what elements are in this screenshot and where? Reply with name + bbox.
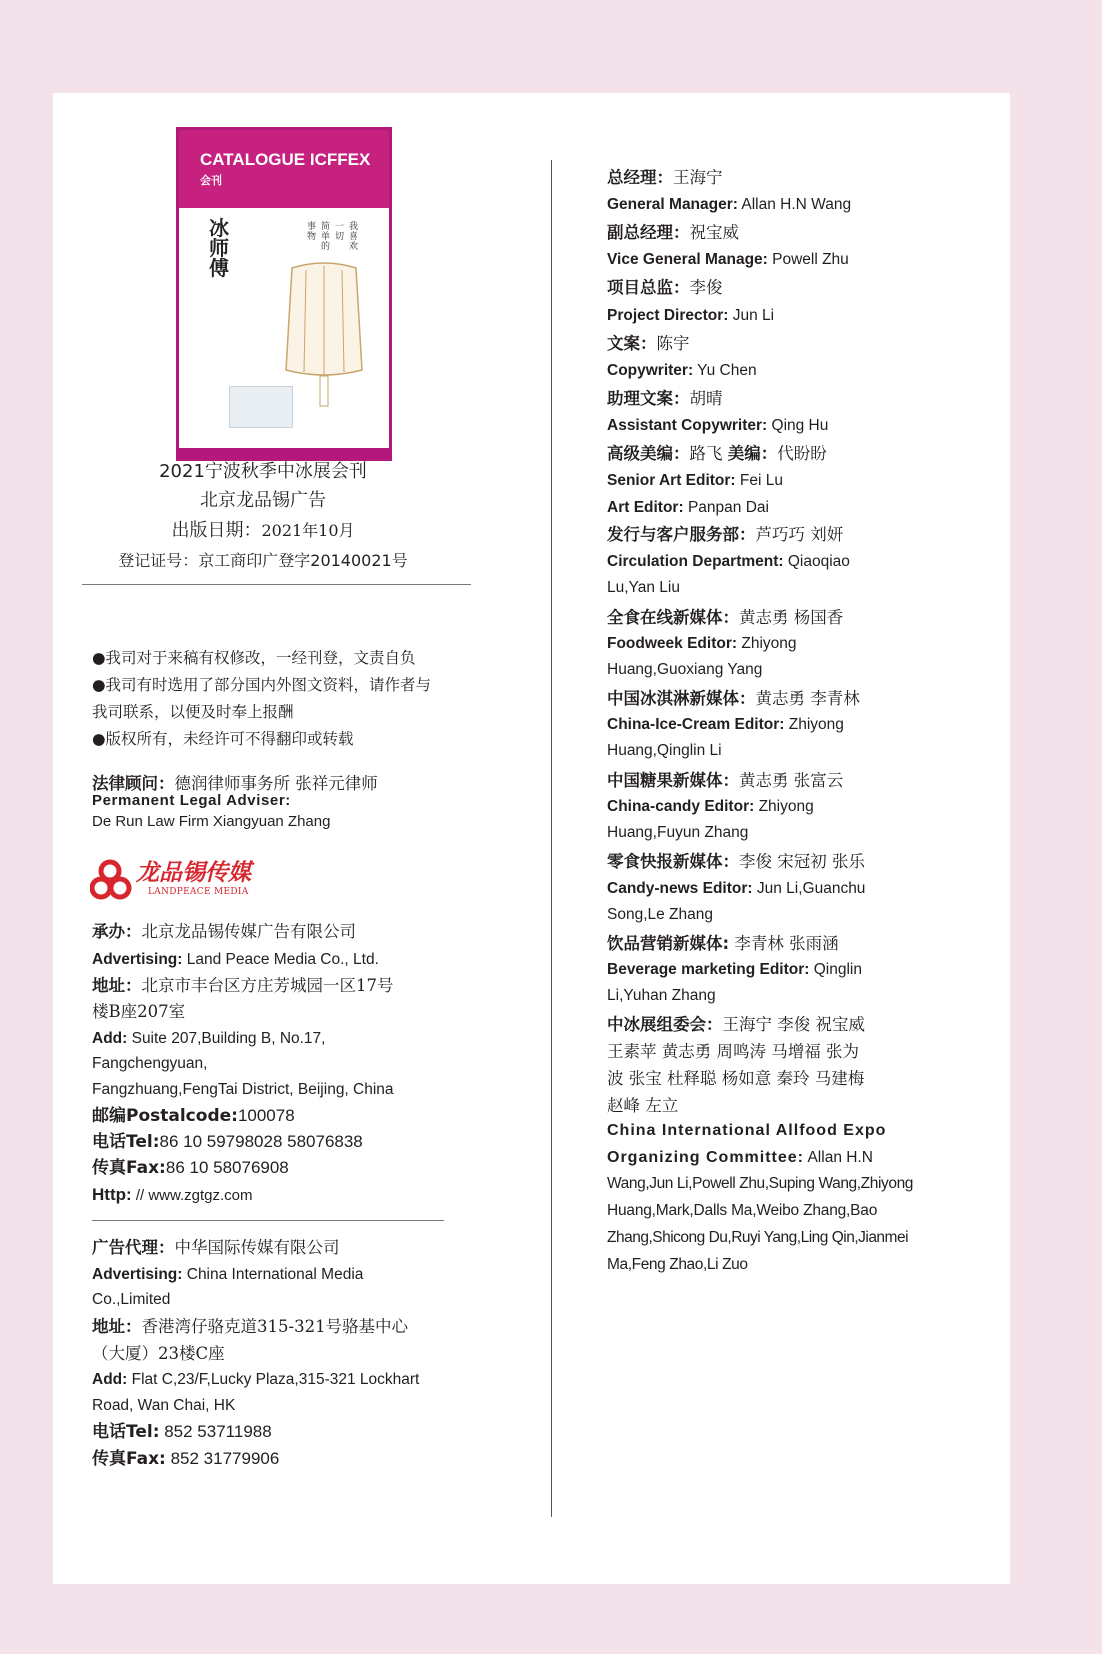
person-name: 黄志勇 李青林 — [755, 689, 860, 708]
staff-org-cn-line4: 赵峰 左立 — [607, 1096, 679, 1115]
cover-vertical-text: 简单的 — [321, 222, 331, 252]
person-name: Panpan Dai — [683, 499, 769, 516]
staff-acw-cn — [607, 386, 723, 412]
staff-fw-en-line2: Huang,Guoxiang Yang — [607, 661, 763, 678]
person-name: 代盼盼 — [777, 444, 827, 463]
address-value: 北京市丰台区方庄芳城园一区17号 — [141, 976, 394, 995]
person-name: 黄志勇 杨国香 — [739, 608, 844, 627]
person-name: Powell Zhu — [767, 251, 849, 268]
tel-value: 852 53711988 — [159, 1422, 272, 1441]
organizer-postal — [92, 1103, 295, 1129]
staff-vgm-cn — [607, 220, 739, 246]
legal-value: 德润律师事务所 张祥元律师 — [174, 774, 378, 793]
logo-text-cn: 龙品锡传媒 — [136, 860, 251, 886]
role-label: Art Editor: — [607, 499, 684, 516]
role-label: China-Ice-Cream Editor: — [607, 716, 785, 733]
role-label: 发行与客户服务部： — [607, 525, 756, 544]
agent-cn — [92, 1235, 340, 1261]
staff-fw-cn — [607, 605, 843, 631]
person-name: Qiaoqiao — [783, 553, 850, 570]
person-name: 路飞 — [689, 444, 728, 463]
postal-value: 100078 — [237, 1106, 295, 1125]
date-label: 出版日期： — [171, 520, 262, 541]
http-label: Http: — [92, 1185, 132, 1204]
staff-pd-cn — [607, 275, 723, 301]
address-label: 地址： — [92, 976, 142, 995]
organizer-address-cn — [92, 973, 394, 999]
staff-candy-cn — [607, 768, 843, 794]
person-name: 王海宁 — [673, 168, 723, 187]
person-name: Jun Li,Guanchu — [752, 880, 866, 897]
person-name: 王海宁 李俊 祝宝威 — [722, 1015, 865, 1034]
role-label: 中国冰淇淋新媒体： — [607, 689, 756, 708]
staff-org-cn-line3: 波 张宝 杜释聪 杨如意 秦玲 马建梅 — [607, 1069, 865, 1088]
staff-org-en-label1: China International Allfood Expo — [607, 1122, 887, 1139]
agent-label: 广告代理： — [92, 1238, 175, 1257]
role-label: 饮品营销新媒体: — [607, 934, 730, 953]
staff-ice-cn — [607, 686, 860, 712]
staff-ice-en-line2: Huang,Qinglin Li — [607, 742, 722, 759]
staff-circ-en-line2: Lu,Yan Liu — [607, 579, 680, 596]
organizer-tel — [92, 1129, 363, 1155]
staff-sae-en — [607, 468, 783, 493]
role-label: 零食快报新媒体： — [607, 852, 739, 871]
role-label: Circulation Department: — [607, 553, 784, 570]
tel-label: 电话Tel: — [92, 1132, 160, 1152]
product-packages — [229, 386, 293, 428]
logo-text-en: LANDPEACE MEDIA — [148, 887, 249, 897]
organizer-address-cn-line2: 楼B座207室 — [92, 1002, 186, 1021]
agent-address-cn — [92, 1314, 408, 1340]
organizer-address-en-line2: Fangchengyuan, — [92, 1055, 208, 1072]
staff-snack-en-line2: Song,Le Zhang — [607, 906, 714, 923]
person-name: Qinglin — [809, 961, 862, 978]
staff-bev-cn — [607, 931, 839, 957]
organizer-en — [92, 947, 379, 972]
cover-title: CATALOGUE ICFFEX — [200, 150, 371, 169]
staff-bev-en-line2: Li,Yuhan Zhang — [607, 987, 716, 1004]
organizer-address-en-line3: Fangzhuang,FengTai District, Beijing, China — [92, 1081, 394, 1098]
staff-org-en-line5: Ma,Feng Zhao,Li Zuo — [607, 1256, 748, 1273]
notice-line: ●我司有时选用了部分国内外图文资料，请作者与 — [92, 676, 432, 694]
divider — [92, 1220, 444, 1221]
staff-snack-cn — [607, 849, 865, 875]
person-name: Zhiyong — [754, 798, 814, 815]
agent-address-en-line2: Road, Wan Chai, HK — [92, 1397, 236, 1414]
organizer-label: 承办： — [92, 922, 142, 941]
staff-org-cn — [607, 1012, 865, 1038]
staff-cw-cn — [607, 331, 690, 357]
agent-fax — [92, 1446, 279, 1472]
staff-org-en-line2: Wang,Jun Li,Powell Zhu,Suping Wang,Zhiyong — [607, 1175, 914, 1192]
person-name: 芦巧巧 刘妍 — [755, 525, 844, 544]
role-label: Vice General Manage: — [607, 251, 768, 268]
page-sheet — [53, 93, 1010, 1584]
person-name: 李俊 宋冠初 张乐 — [739, 852, 865, 871]
role-label: 副总经理： — [607, 223, 690, 242]
add-value: Flat C,23/F,Lucky Plaza,315-321 Lockhart — [127, 1371, 420, 1388]
registration-number: 登记证号：京工商印广登字20140021号 — [118, 551, 408, 570]
cover-vertical-text: 事物 — [307, 222, 317, 242]
organizer-fax — [92, 1155, 289, 1181]
staff-org-en — [607, 1145, 873, 1170]
person-name: 祝宝威 — [689, 223, 739, 242]
role-label: Senior Art Editor: — [607, 472, 736, 489]
staff-ae-en — [607, 495, 769, 520]
add-value: Suite 207,Building B, No.17, — [127, 1030, 326, 1047]
person-name: Zhiyong — [737, 635, 797, 652]
date-value: 2021年10月 — [261, 521, 355, 540]
staff-acw-en — [607, 413, 828, 438]
role-label: Organizing Committee: — [607, 1149, 805, 1166]
cover-brand-vertical: 冰师傅 — [209, 216, 229, 280]
divider — [82, 584, 471, 585]
staff-gm-en — [607, 192, 851, 217]
role-label: 全食在线新媒体： — [607, 608, 739, 627]
cover-vertical-text: 一切 — [335, 222, 345, 242]
column-divider — [551, 160, 552, 1517]
postal-label: 邮编Postalcode: — [92, 1106, 238, 1126]
fax-label: 传真Fax: — [92, 1449, 166, 1469]
publication-date — [73, 516, 453, 546]
cover-subtitle: 会刊 — [200, 174, 222, 187]
add-label: Add: — [92, 1371, 128, 1388]
website-link[interactable]: // www.zgtgz.com — [131, 1187, 253, 1204]
magazine-cover-image — [176, 127, 392, 461]
agent-address-en — [92, 1367, 419, 1392]
publication-publisher: 北京龙品锡广告 — [200, 490, 326, 511]
logo-symbol-icon — [90, 859, 132, 903]
person-name: 李俊 — [689, 278, 723, 297]
agent-en — [92, 1262, 363, 1287]
legal-adviser-en-label: Permanent Legal Adviser: — [92, 792, 291, 809]
person-name: Fei Lu — [735, 472, 783, 489]
staff-circ-cn — [607, 522, 843, 548]
role-label: 美编： — [727, 444, 778, 463]
person-name: 陈宇 — [656, 334, 690, 353]
staff-org-en-line4: Zhang,Shicong Du,Ruyi Yang,Ling Qin,Jianmei — [607, 1229, 909, 1246]
person-name: Yu Chen — [693, 362, 757, 379]
role-label: 项目总监： — [607, 278, 690, 297]
role-label: Assistant Copywriter: — [607, 417, 768, 434]
staff-candy-en — [607, 794, 814, 819]
staff-circ-en — [607, 549, 850, 574]
role-label: General Manager: — [607, 196, 738, 213]
fax-value: 86 10 58076908 — [165, 1158, 289, 1177]
agent-en-line2: Co.,Limited — [92, 1291, 171, 1308]
role-label: Project Director: — [607, 307, 729, 324]
fax-value: 852 31779906 — [165, 1449, 280, 1468]
publication-title: 2021宁波秋季中冰展会刊 — [159, 461, 367, 482]
staff-org-cn-line2: 王素苹 黄志勇 周鸣涛 马增福 张为 — [607, 1042, 859, 1061]
staff-cw-en — [607, 358, 757, 383]
cover-vertical-text: 我喜欢 — [349, 222, 359, 252]
agent-en-label: Advertising: — [92, 1266, 183, 1283]
staff-vgm-en — [607, 247, 849, 272]
organizer-cn — [92, 919, 356, 945]
person-name: Allan H.N Wang — [737, 196, 852, 213]
person-name: Qing Hu — [767, 417, 829, 434]
role-label: Beverage marketing Editor: — [607, 961, 810, 978]
person-name: 李青林 张雨涵 — [729, 934, 839, 953]
legal-label: 法律顾问： — [92, 774, 175, 793]
staff-candy-en-line2: Huang,Fuyun Zhang — [607, 824, 749, 841]
organizer-value: 北京龙品锡传媒广告有限公司 — [141, 922, 356, 941]
notice-line: ●版权所有，未经许可不得翻印或转载 — [92, 730, 354, 748]
staff-snack-en — [607, 876, 865, 901]
agent-value: 中华国际传媒有限公司 — [174, 1238, 340, 1257]
person-name: Allan H.N — [804, 1149, 873, 1166]
role-label: Candy-news Editor: — [607, 880, 753, 897]
agent-tel — [92, 1419, 272, 1445]
organizer-address-en — [92, 1026, 325, 1051]
agent-address-cn-line2: （大厦）23楼C座 — [92, 1344, 225, 1363]
person-name: 黄志勇 张富云 — [739, 771, 844, 790]
staff-bev-en — [607, 957, 862, 982]
notice-line: 我司联系，以便及时奉上报酬 — [92, 703, 294, 721]
fax-label: 传真Fax: — [92, 1158, 166, 1178]
address-label: 地址： — [92, 1317, 142, 1336]
role-label: China-candy Editor: — [607, 798, 755, 815]
staff-gm-cn — [607, 165, 723, 191]
organizer-website[interactable] — [92, 1182, 253, 1209]
staff-art-cn — [607, 441, 827, 467]
person-name: Jun Li — [728, 307, 775, 324]
role-label: 中国糖果新媒体： — [607, 771, 739, 790]
legal-adviser-en-value: De Run Law Firm Xiangyuan Zhang — [92, 813, 331, 830]
role-label: 中冰展组委会： — [607, 1015, 723, 1034]
role-label: 助理文案： — [607, 389, 690, 408]
tel-label: 电话Tel: — [92, 1422, 160, 1442]
address-value: 香港湾仔骆克道315-321号骆基中心 — [141, 1317, 409, 1336]
organizer-en-label: Advertising: — [92, 951, 183, 968]
role-label: 高级美编： — [607, 444, 690, 463]
person-name: 胡晴 — [689, 389, 723, 408]
organizer-en-value: Land Peace Media Co., Ltd. — [182, 951, 379, 968]
person-name: Zhiyong — [784, 716, 844, 733]
agent-en-value: China International Media — [182, 1266, 364, 1283]
landpeace-logo — [90, 859, 270, 903]
notice-line: ●我司对于来稿有权修改，一经刊登，文责自负 — [92, 649, 416, 667]
staff-org-en-line3: Huang,Mark,Dalls Ma,Weibo Zhang,Bao — [607, 1202, 878, 1219]
add-label: Add: — [92, 1030, 128, 1047]
role-label: 总经理： — [607, 168, 673, 187]
role-label: 文案： — [607, 334, 657, 353]
role-label: Copywriter: — [607, 362, 694, 379]
staff-fw-en — [607, 631, 797, 656]
tel-value: 86 10 59798028 58076838 — [159, 1132, 363, 1151]
role-label: Foodweek Editor: — [607, 635, 738, 652]
staff-pd-en — [607, 303, 774, 328]
staff-ice-en — [607, 712, 844, 737]
